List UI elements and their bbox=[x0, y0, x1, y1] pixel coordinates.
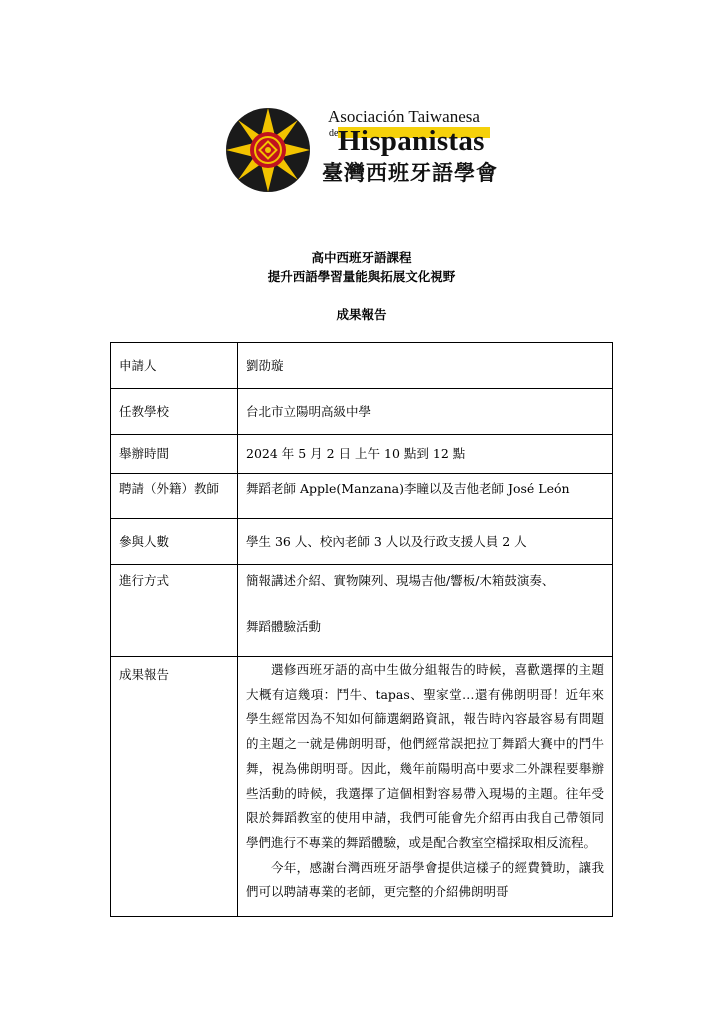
star-emblem-icon bbox=[222, 102, 322, 198]
report-cell bbox=[238, 657, 613, 917]
report-title: 成果報告 bbox=[336, 307, 387, 322]
method-cell bbox=[238, 565, 613, 657]
report-paragraph: 選修西班牙語的高中生做分組報告的時候，喜歡選擇的主題大概有這幾項：鬥牛、tapas、聖家堂…還有佛朗明哥！近年來學生經常因為不知如何篩選網路資訊，報告時內容最容易有問題的主題之一就是佛朗明哥，他們經常誤把拉丁舞蹈大賽中的鬥牛舞，視為佛朗明哥。因此，幾年前陽明高中要求二外課程要舉辦些活動的時候，我選擇了這個相對容易帶入現場的主題。往年受限於舞蹈教室的使用申請，我們可能會先介紹再由我自己帶領同學們進行不專業的舞蹈體驗，或是配合教室空檔採取相反流程。 bbox=[246, 662, 604, 850]
table-row bbox=[111, 435, 613, 474]
org-name-es-line1: Asociación Taiwanesa bbox=[328, 107, 480, 126]
report-label: 成果報告 bbox=[111, 657, 238, 917]
method-value-line2: 舞蹈體驗活動 bbox=[246, 619, 322, 634]
participants-value: 學生 36 人、校內老師 3 人以及行政支援人員 2 人 bbox=[238, 519, 613, 565]
school-label: 任教學校 bbox=[111, 389, 238, 435]
report-table bbox=[110, 342, 613, 917]
date-label: 舉辦時間 bbox=[111, 435, 238, 474]
date-value: 2024 年 5 月 2 日 上午 10 點到 12 點 bbox=[238, 435, 613, 474]
table-row bbox=[111, 343, 613, 389]
school-value: 台北市立陽明高級中學 bbox=[238, 389, 613, 435]
method-label: 進行方式 bbox=[111, 565, 238, 657]
teachers-value: 舞蹈老師 Apple(Manzana)李瞳以及吉他老師 José León bbox=[238, 474, 613, 519]
table-row bbox=[111, 389, 613, 435]
applicant-value: 劉劭璇 bbox=[238, 343, 613, 389]
applicant-label: 申請人 bbox=[111, 343, 238, 389]
org-name-es-line2: Hispanistas bbox=[338, 125, 485, 157]
org-name-es-de: de bbox=[329, 128, 339, 139]
table-row bbox=[111, 519, 613, 565]
participants-label: 參與人數 bbox=[111, 519, 238, 565]
table-row bbox=[111, 474, 613, 519]
teachers-label: 聘請（外籍）教師 bbox=[111, 474, 238, 519]
organization-logo bbox=[222, 102, 502, 198]
org-name-zh: 臺灣西班牙語學會 bbox=[322, 161, 498, 185]
method-value-line1: 簡報講述介紹、實物陳列、現場吉他/響板/木箱鼓演奏、 bbox=[246, 573, 555, 588]
table-row bbox=[111, 565, 613, 657]
table-row bbox=[111, 657, 613, 917]
report-paragraph: 今年，感謝台灣西班牙語學會提供這樣子的經費贊助，讓我們可以聘請專業的老師，更完整的介紹佛朗明哥 bbox=[246, 859, 604, 900]
course-subtitle: 提升西語學習量能與拓展文化視野 bbox=[267, 269, 456, 284]
course-title: 高中西班牙語課程 bbox=[311, 250, 412, 265]
